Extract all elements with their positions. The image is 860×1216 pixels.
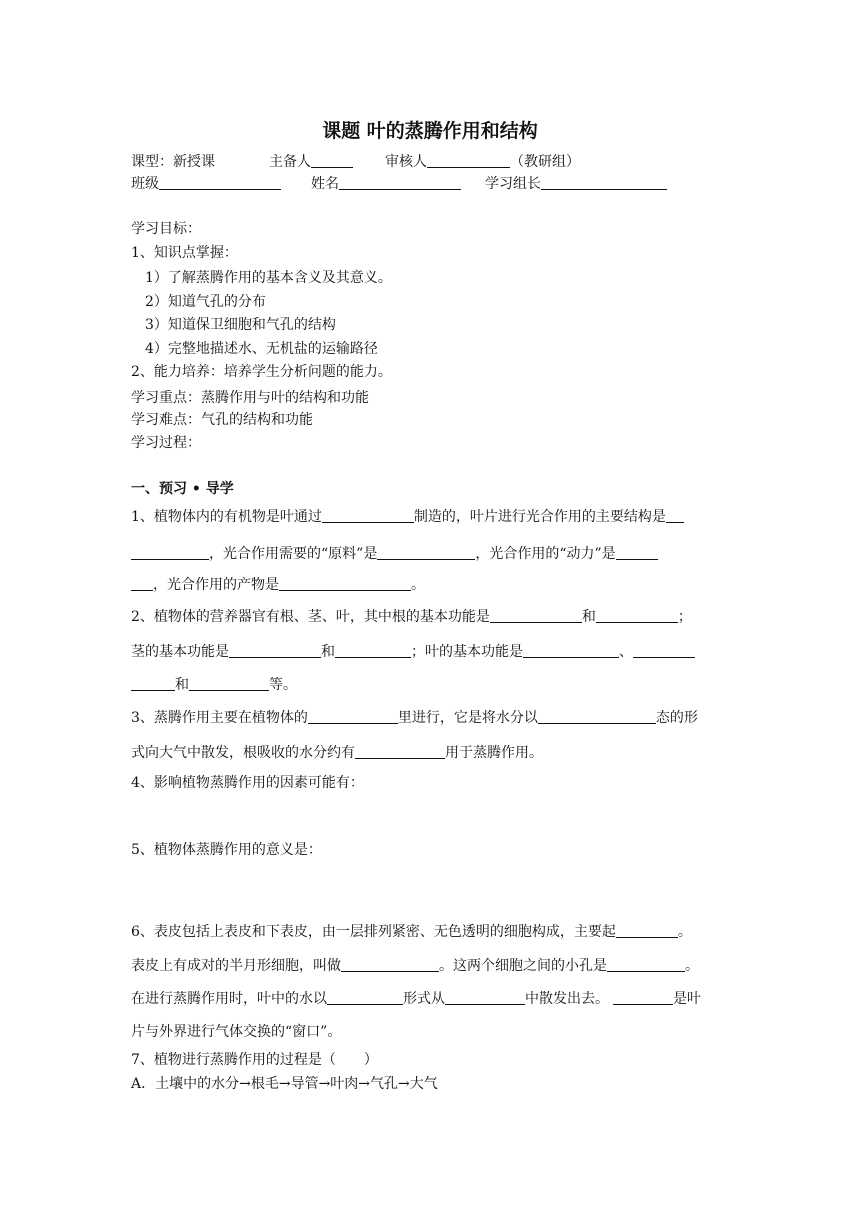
q7-option-a: A．土壤中的水分→根毛→导管→叶肉→气孔→大气 [131, 1076, 438, 1092]
q2-text: ；叶的基本功能是 [411, 644, 523, 660]
q6-blank-4[interactable] [327, 990, 403, 1005]
q3-blank-2[interactable] [538, 709, 656, 724]
objective-item: 4）完整地描述水、无机盐的运输路径 [145, 341, 378, 357]
q1-text: 。 [411, 577, 425, 593]
q6-text: 。这两个细胞之间的小孔是 [439, 958, 607, 974]
meta-row-1 [131, 152, 580, 172]
page-title: 课题 叶的蒸腾作用和结构 [322, 120, 538, 142]
q2-line-3 [131, 675, 297, 695]
q1-blank-3[interactable] [377, 545, 475, 560]
q1-blank-4a[interactable] [616, 545, 658, 560]
preparer-blank[interactable] [311, 153, 353, 168]
q1-blank-5[interactable] [279, 576, 411, 591]
q6-text: 中散发出去。 [525, 991, 609, 1007]
q1-text: ，光合作用需要的“原料”是 [209, 546, 378, 562]
q6-text: 在进行蒸腾作用时，叶中的水以 [131, 991, 327, 1007]
q6-line-3 [131, 989, 701, 1009]
objectives-ability: 2、能力培养：培养学生分析问题的能力。 [131, 364, 392, 380]
q7-stem: 7、植物进行蒸腾作用的过程是（ ） [131, 1052, 378, 1068]
q2-text: 和 [175, 677, 189, 693]
q3-blank-3[interactable] [355, 744, 445, 759]
q1-text: ，光合作用的产物是 [153, 577, 279, 593]
q5: 5、植物体蒸腾作用的意义是： [131, 842, 322, 858]
q6-text: 形式从 [403, 991, 445, 1007]
q6-text: 表皮上有成对的半月形细胞，叫做 [131, 958, 341, 974]
q2-text: 和 [321, 644, 335, 660]
q2-blank-4[interactable] [335, 643, 411, 658]
q6-text: 6、表皮包括上表皮和下表皮，由一层排列紧密、无色透明的细胞构成，主要起 [131, 924, 616, 940]
q1-line-3 [131, 575, 425, 595]
objective-item: 2）知道气孔的分布 [145, 294, 266, 310]
q1-text: 制造的，叶片进行光合作用的主要结构是 [413, 509, 666, 525]
leader-blank[interactable] [541, 175, 667, 190]
q3-line-2 [131, 743, 543, 763]
objectives-knowledge: 1、知识点掌握： [131, 245, 238, 261]
q6-blank-2[interactable] [341, 957, 439, 972]
q1-blank-2b[interactable] [131, 545, 209, 560]
q1-blank-1[interactable] [322, 508, 414, 523]
q3-blank-1[interactable] [308, 709, 398, 724]
q2-blank-6b[interactable] [131, 676, 175, 691]
class-label: 班级 [131, 176, 159, 192]
q3-text: 3、蒸腾作用主要在植物体的 [131, 710, 308, 726]
section-heading: 一、预习 • 导学 [131, 481, 234, 497]
q3-text: 态的形 [655, 710, 698, 726]
q3-text: 里进行，它是将水分以 [397, 710, 538, 726]
q2-line-2 [131, 642, 695, 662]
q2-text: 、 [619, 644, 633, 660]
q1-line-2 [131, 544, 658, 564]
q1-blank-4b[interactable] [131, 576, 153, 591]
q3-line-1 [131, 708, 698, 728]
difficulty: 学习难点：气孔的结构和功能 [131, 412, 313, 428]
q2-blank-5[interactable] [523, 643, 619, 658]
q2-text: 2、植物体的营养器官有根、茎、叶，其中根的基本功能是 [131, 609, 490, 625]
process-label: 学习过程： [131, 435, 201, 451]
objective-item: 1）了解蒸腾作用的基本含义及其意义。 [145, 270, 392, 286]
q6-line-2 [131, 956, 699, 976]
q2-text: ； [677, 609, 692, 625]
objectives-heading: 学习目标： [131, 221, 201, 237]
name-label: 姓名 [311, 176, 339, 192]
q6-text: 。 [685, 958, 699, 974]
name-blank[interactable] [339, 175, 461, 190]
q6-text: 是叶 [673, 991, 701, 1007]
q6-text: 。 [677, 924, 692, 940]
q3-text: 用于蒸腾作用。 [445, 745, 543, 761]
preparer-label: 主备人 [269, 154, 311, 170]
q2-blank-7[interactable] [189, 676, 269, 691]
q2-text: 等。 [269, 677, 297, 693]
q6-line-1 [131, 922, 692, 942]
q6-line-4: 片与外界进行气体交换的“窗口”。 [131, 1024, 342, 1040]
q1-blank-2a[interactable] [666, 508, 684, 523]
q6-blank-3[interactable] [607, 957, 685, 972]
q2-blank-3[interactable] [229, 643, 321, 658]
q6-blank-5[interactable] [445, 990, 525, 1005]
class-blank[interactable] [159, 175, 281, 190]
reviewer-label: 审核人 [385, 154, 427, 170]
q2-text: 茎的基本功能是 [131, 644, 229, 660]
q4: 4、影响植物蒸腾作用的因素可能有： [131, 775, 364, 791]
q1-text: ，光合作用的“动力”是 [475, 546, 616, 562]
q2-blank-6a[interactable] [633, 643, 695, 658]
q2-text: 和 [581, 609, 596, 625]
q3-text: 式向大气中散发，根吸收的水分约有 [131, 745, 355, 761]
group-label: （教研组） [510, 154, 580, 170]
q2-blank-1[interactable] [490, 608, 582, 623]
q6-blank-6[interactable] [613, 990, 673, 1005]
leader-label: 学习组长 [485, 176, 541, 192]
meta-row-2 [131, 174, 667, 194]
reviewer-blank[interactable] [427, 153, 510, 168]
q2-line-1 [131, 607, 692, 627]
q6-blank-1[interactable] [616, 923, 678, 938]
objective-item: 3）知道保卫细胞和气孔的结构 [145, 317, 336, 333]
q1-text: 1、植物体内的有机物是叶通过 [131, 509, 322, 525]
key-point: 学习重点：蒸腾作用与叶的结构和功能 [131, 390, 369, 406]
q1-line-1 [131, 507, 684, 527]
q2-blank-2[interactable] [596, 608, 678, 623]
lesson-type: 课型：新授课 [131, 154, 215, 170]
